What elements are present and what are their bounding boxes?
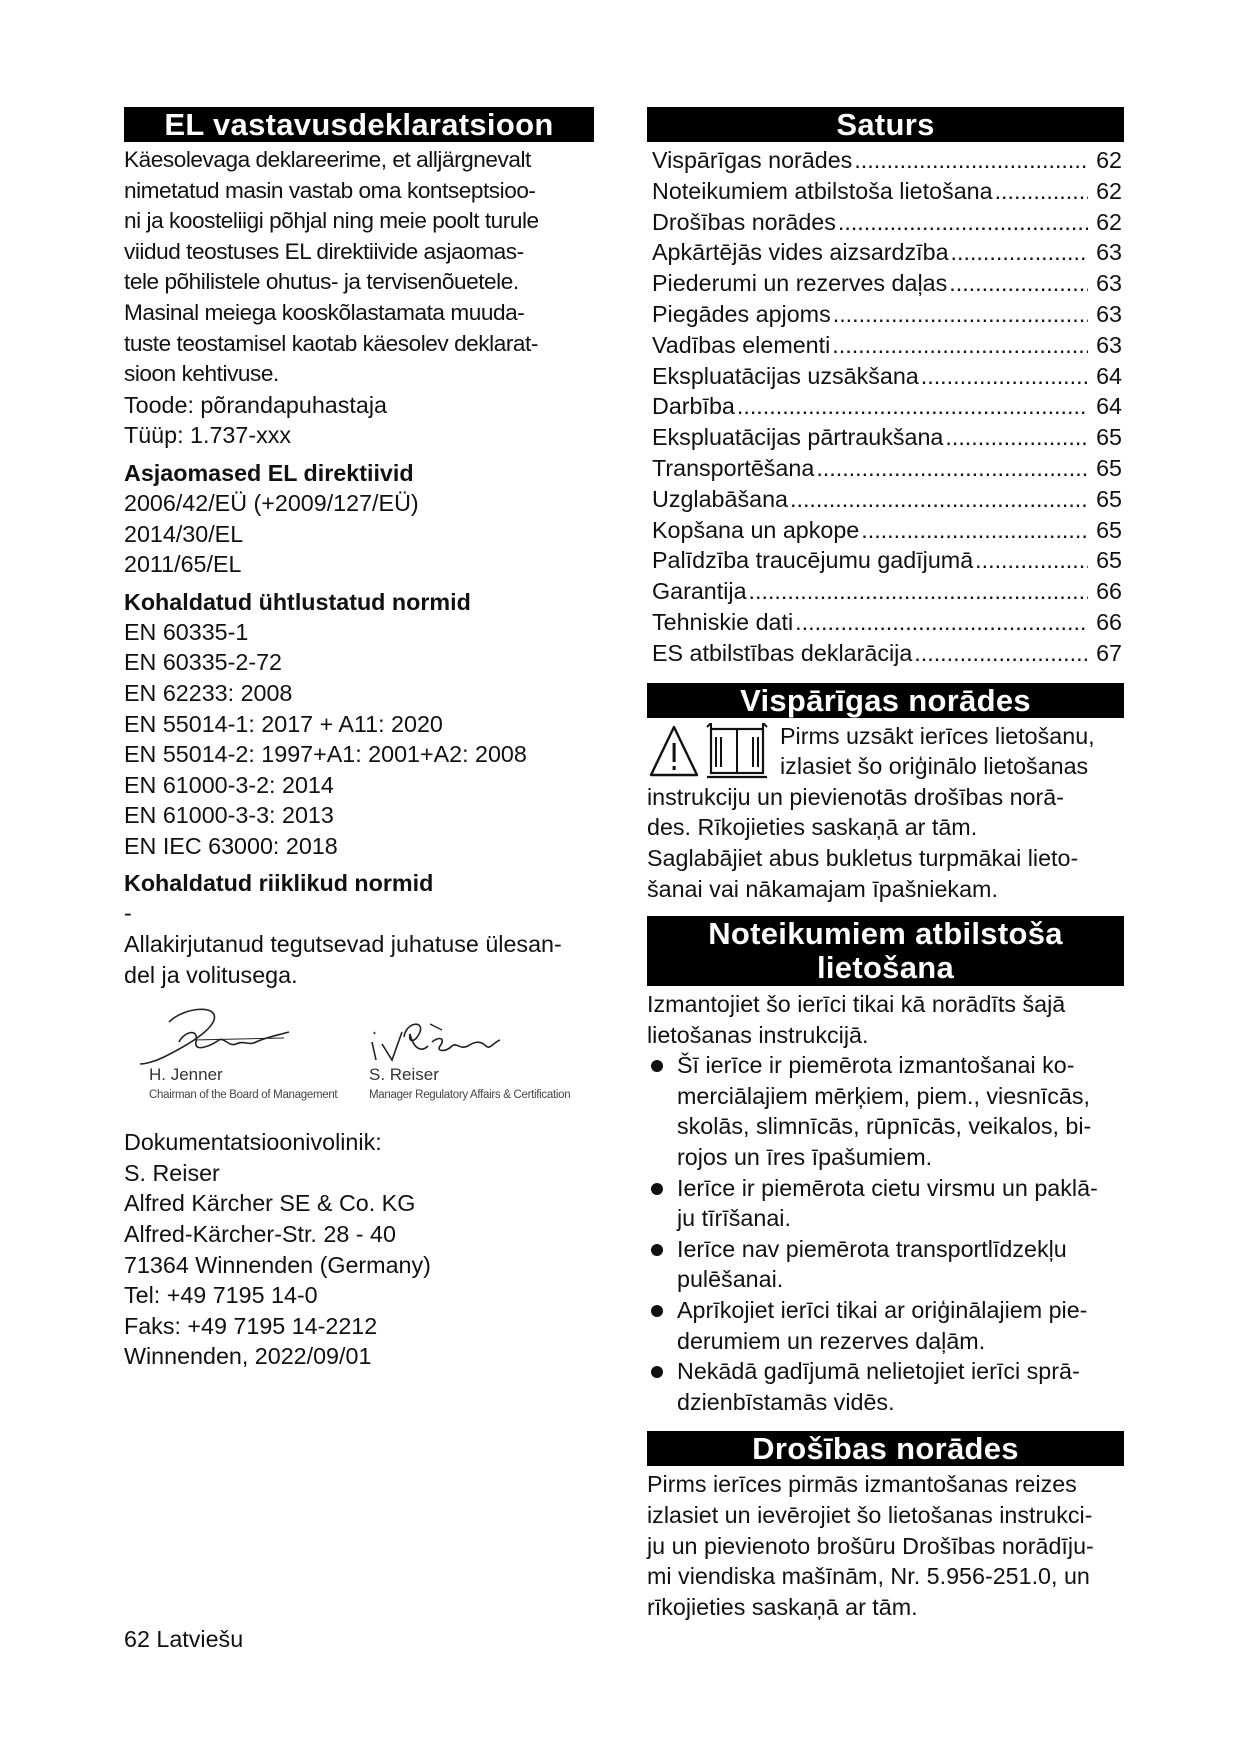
toc-entry[interactable] [647, 237, 1124, 268]
signature-jenner-image [124, 1002, 354, 1072]
safety-notes-text [647, 1469, 1124, 1622]
norm-item: EN 60335-2-72 [124, 649, 283, 676]
toc-leader [795, 607, 1088, 638]
text-line: izlasiet šo oriģinālo lietošanas [780, 753, 1089, 780]
content-column [647, 107, 1124, 1622]
text-line: 71364 Winnenden (Germany) [124, 1251, 431, 1278]
toc-leader [945, 422, 1088, 453]
toc-entry-page: 65 [1096, 454, 1122, 481]
toc-entry-title: Ekspluatācijas uzsākšana [652, 362, 919, 389]
text-line: instrukciju un pievienotās drošības norā- [647, 783, 1064, 810]
toc-entry-title: Noteikumiem atbilstoša lietošana [652, 177, 993, 204]
text-line: des. Rīkojieties saskaņā ar tām. [647, 814, 978, 841]
directives-heading: Asjaomased EL direktiivid [124, 459, 414, 486]
text-line: Izmantojiet šo ierīci tikai kā norādīts šajā [647, 991, 1066, 1018]
text-line: viidud teostuses EL direktiivide asjaomas- [124, 238, 524, 264]
text-line: Aprīkojiet ierīci tikai ar oriģinālajiem pie- [677, 1297, 1088, 1324]
norm-item: EN 61000-3-2: 2014 [124, 771, 334, 798]
directive-item: 2011/65/EL [124, 551, 242, 578]
toc-entry-page: 66 [1096, 578, 1122, 605]
title-line: Noteikumiem atbilstoša [708, 916, 1063, 952]
toc-entry-title: Vadības elementi [652, 331, 831, 358]
toc-entry-title: Piegādes apjoms [652, 300, 831, 327]
text-line: Alfred Kärcher SE & Co. KG [124, 1190, 416, 1217]
toc-leader [921, 361, 1088, 392]
text-line: Ierīce ir piemērota cietu virsmu un paklā- [677, 1174, 1098, 1201]
toc-entry[interactable] [647, 638, 1124, 669]
toc-entry-page: 65 [1096, 424, 1122, 451]
text-line: nimetatud masin vastab oma kontseptsioo- [124, 177, 536, 203]
norm-item: EN 61000-3-3: 2013 [124, 802, 334, 829]
warning-manual-icon [649, 723, 779, 781]
text-line: rīkojieties saskaņā ar tām. [647, 1593, 918, 1620]
text-line: ju un pievienoto brošūru Drošības norādīju- [647, 1532, 1094, 1559]
toc-leader [854, 145, 1088, 176]
text-line: ju tīrīšanai. [677, 1205, 791, 1232]
toc-entry-title: Tehniskie dati [652, 608, 794, 635]
toc-entry-title: Vispārīgas norādes [652, 147, 853, 173]
toc-entry-title: Garantija [652, 578, 747, 605]
toc-leader [790, 484, 1088, 515]
toc-entry[interactable] [647, 453, 1124, 484]
toc-entry-page: 65 [1096, 485, 1122, 512]
text-line: S. Reiser [124, 1159, 220, 1186]
norms-heading: Kohaldatud ühtlustatud normid [124, 588, 471, 615]
toc-leader [914, 638, 1088, 669]
text-line: Šī ierīce ir piemērota izmantošanai ko- [677, 1052, 1075, 1079]
text-line: merciālajiem mērķiem, piem., viesnīcās, [677, 1082, 1090, 1109]
intended-use-intro [647, 989, 1124, 1050]
text-line: del ja volitusega. [124, 961, 298, 988]
documentation-info [124, 1127, 594, 1372]
national-norms-heading: Kohaldatud riiklikud normid [124, 870, 434, 897]
toc-entry-page: 66 [1096, 608, 1122, 635]
text-line: rojos un īres īpašumiem. [677, 1144, 933, 1171]
signed-statement [124, 929, 594, 990]
text-line: izlasiet un ievērojiet šo lietošanas instrukci- [647, 1502, 1093, 1529]
toc-entry-title: Uzglabāšana [652, 485, 788, 512]
norm-item: EN 62233: 2008 [124, 679, 293, 706]
toc-entry-page: 65 [1096, 547, 1122, 574]
toc-leader [737, 391, 1088, 422]
national-norms-value [124, 898, 594, 929]
toc-entry[interactable] [647, 515, 1124, 546]
text-line: Faks: +49 7195 14-2212 [124, 1312, 378, 1339]
toc-entry-page: 65 [1096, 516, 1122, 543]
directive-item: 2006/42/EÜ (+2009/127/EÜ) [124, 489, 419, 516]
toc-leader [975, 545, 1088, 576]
toc-entry[interactable] [647, 268, 1124, 299]
norm-item: EN 60335-1 [124, 618, 249, 645]
toc-entry-title: Apkārtējās vides aizsardzība [652, 239, 949, 266]
declaration-column [124, 107, 594, 1372]
toc-leader [861, 515, 1088, 546]
signature-reiser [344, 1002, 594, 1102]
declaration-intro [124, 145, 594, 390]
toc-entry-title: Drošības norādes [652, 208, 836, 235]
toc-entry-page: 64 [1096, 393, 1122, 420]
toc-entry[interactable] [647, 361, 1124, 392]
toc-entry-title: Transportēšana [652, 454, 815, 481]
title-line: lietošana [816, 950, 955, 986]
product-info [124, 390, 594, 451]
text-line: Nekādā gadījumā nelietojiet ierīci sprā- [677, 1358, 1080, 1385]
toc-entry-page: 63 [1096, 300, 1122, 327]
text-line: lietošanas instrukcijā. [647, 1021, 869, 1048]
toc-entry-title: Piederumi un rezerves daļas [652, 270, 948, 297]
text-line: Käesolevaga deklareerime, et alljärgnevalt [124, 147, 531, 172]
toc-entry[interactable] [647, 330, 1124, 361]
text-line: Saglabājiet abus bukletus turpmākai lieto- [647, 844, 1079, 871]
product-line: Toode: põrandapuhastaja [124, 391, 387, 418]
list-item [647, 1050, 1124, 1172]
declaration-title: EL vastavusdeklaratsioon [124, 107, 594, 142]
toc-leader [832, 330, 1088, 361]
toc-leader [749, 576, 1088, 607]
toc-entry-page: 63 [1096, 331, 1122, 358]
toc-entry[interactable] [647, 176, 1124, 207]
toc-entry[interactable] [647, 607, 1124, 638]
signature-name: H. Jenner [149, 1065, 223, 1085]
toc-entry-page: 62 [1096, 208, 1122, 235]
intended-use-list [647, 1050, 1124, 1417]
toc-entry-page: 63 [1096, 239, 1122, 266]
toc-leader [833, 299, 1088, 330]
text-line: derumiem un rezerves daļām. [677, 1327, 986, 1354]
toc-leader [949, 268, 1088, 299]
list-item [647, 1234, 1124, 1295]
directive-item: 2014/30/EL [124, 520, 244, 547]
toc-leader [951, 237, 1088, 268]
toc-entry[interactable] [647, 484, 1124, 515]
type-line: Tüüp: 1.737-xxx [124, 422, 292, 449]
list-item [647, 1295, 1124, 1356]
toc-leader [995, 176, 1088, 207]
toc-entry-title: ES atbilstības deklarācija [652, 639, 913, 666]
text-line: Winnenden, 2022/09/01 [124, 1343, 372, 1370]
list-item [647, 1356, 1124, 1417]
safety-notes-title: Drošības norādes [647, 1431, 1124, 1466]
text-line: Allakirjutanud tegutsevad juhatuse ülesan- [124, 931, 562, 958]
text-line: Alfred-Kärcher-Str. 28 - 40 [124, 1221, 396, 1248]
text-line: Pirms ierīces pirmās izmantošanas reizes [647, 1471, 1077, 1498]
norm-item: EN 55014-1: 2017 + A11: 2020 [124, 710, 443, 737]
toc-entry-title: Kopšana un apkope [652, 516, 860, 543]
toc-entry[interactable] [647, 422, 1124, 453]
text-line: mi viendiska mašīnām, Nr. 5.956-251.0, un [647, 1563, 1090, 1590]
text-line: Masinal meiega kooskõlastamata muuda- [124, 299, 525, 325]
toc-entry-page: 62 [1096, 177, 1122, 204]
signature-jenner [124, 1002, 354, 1102]
text-line: sioon kehtivuse. [124, 361, 279, 387]
text-line: šanai vai nākamajam īpašniekam. [647, 875, 998, 902]
page-footer: 62 Latviešu [124, 1626, 244, 1652]
text-line: Pirms uzsākt ierīces lietošanu, [780, 722, 1095, 749]
text-line: pulēšanai. [677, 1266, 784, 1293]
norms-list [124, 617, 594, 862]
signatures [124, 1002, 594, 1122]
general-notes-text [647, 721, 1124, 905]
norm-item: EN IEC 63000: 2018 [124, 832, 338, 859]
toc-title: Saturs [647, 107, 1124, 142]
toc-entry-title: Palīdzība traucējumu gadījumā [652, 547, 974, 574]
text-line: tuste teostamisel kaotab käesolev deklarat- [124, 330, 538, 356]
toc-entry[interactable] [647, 545, 1124, 576]
directives-list [124, 488, 594, 580]
text-line: ni ja koosteliigi põhjal ning meie poolt turule [124, 208, 539, 234]
intended-use-title [647, 916, 1124, 986]
toc-leader [816, 453, 1088, 484]
toc-entry[interactable] [647, 145, 1124, 176]
text-line: Ierīce nav piemērota transportlīdzekļu [677, 1235, 1067, 1262]
toc-entry[interactable] [647, 299, 1124, 330]
national-norm-item: - [124, 900, 132, 927]
text-line: tele põhilistele ohutus- ja tervisenõuetele. [124, 269, 519, 295]
toc-entry[interactable] [647, 576, 1124, 607]
toc-entry-page: 67 [1096, 639, 1122, 666]
toc-entry[interactable] [647, 391, 1124, 422]
toc-entry-page: 62 [1096, 147, 1122, 173]
signature-reiser-image [344, 1002, 594, 1072]
signature-name: S. Reiser [369, 1065, 439, 1085]
toc-leader [838, 207, 1088, 238]
text-line: Dokumentatsioonivolinik: [124, 1129, 382, 1156]
list-item [647, 1173, 1124, 1234]
text-line: Tel: +49 7195 14-0 [124, 1282, 318, 1309]
signature-role: Chairman of the Board of Management [149, 1089, 338, 1102]
general-notes-title: Vispārīgas norādes [647, 683, 1124, 718]
toc-entry[interactable] [647, 207, 1124, 238]
text-line: skolās, slimnīcās, rūpnīcās, veikalos, bi- [677, 1113, 1092, 1140]
signature-role: Manager Regulatory Affairs & Certification [369, 1089, 571, 1102]
toc-entry-title: Darbība [652, 393, 735, 420]
toc-entry-page: 64 [1096, 362, 1122, 389]
text-line: dzienbīstamās vidēs. [677, 1388, 895, 1415]
toc-list [647, 145, 1124, 669]
toc-entry-page: 63 [1096, 270, 1122, 297]
toc-entry-title: Ekspluatācijas pārtraukšana [652, 424, 944, 451]
norm-item: EN 55014-2: 1997+A1: 2001+A2: 2008 [124, 741, 527, 768]
